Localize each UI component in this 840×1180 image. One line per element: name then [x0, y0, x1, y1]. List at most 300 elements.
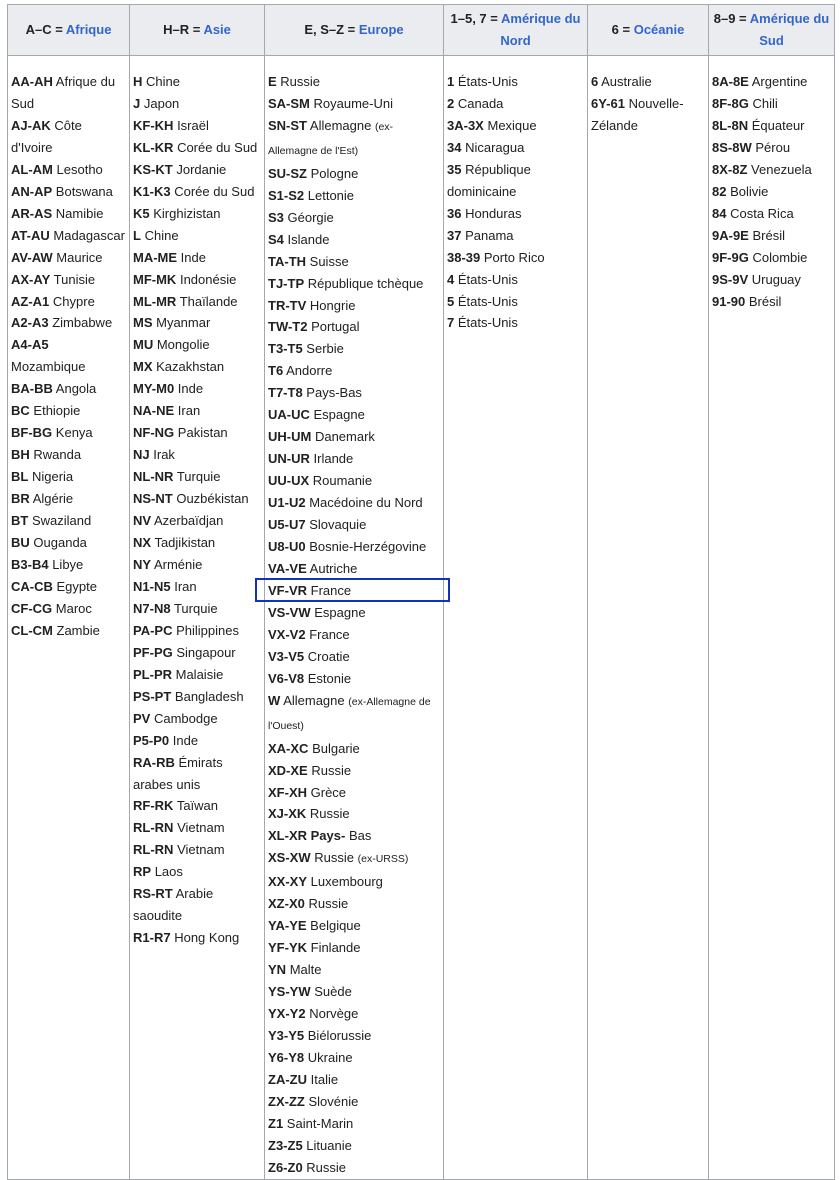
country-name: Turquie	[176, 469, 221, 485]
wmi-code: MF-MK	[133, 271, 177, 287]
list-item	[11, 488, 126, 510]
list-item	[268, 915, 440, 937]
country-name: Taïwan	[176, 798, 219, 814]
wmi-code: S1-S2	[268, 187, 305, 203]
list-item	[11, 576, 126, 598]
country-name: États-Unis	[457, 315, 518, 331]
wmi-code: VF-VR	[268, 582, 307, 598]
country-name: Ukraine	[307, 1049, 353, 1065]
wmi-code: VA-VE	[268, 560, 307, 576]
wmi-code: J	[133, 95, 141, 111]
list-item	[133, 93, 261, 115]
country-name: Estonie	[307, 670, 352, 686]
list-item	[268, 360, 440, 382]
country-name: Lettonie	[307, 187, 355, 203]
country-name: Espagne	[313, 407, 365, 423]
list-item	[268, 668, 440, 690]
list-item	[268, 71, 440, 93]
wmi-code: BH	[11, 447, 30, 463]
list-item	[268, 1069, 440, 1091]
country-name: Belgique	[310, 918, 361, 934]
wmi-code: H	[133, 74, 143, 89]
wmi-code: XX-XY	[268, 874, 308, 890]
wmi-code: AT-AU	[11, 227, 50, 243]
list-item	[133, 883, 261, 927]
country-name: États-Unis	[457, 271, 518, 287]
list-item	[133, 488, 261, 510]
country-name: Cambodge	[153, 710, 218, 726]
country-name: Inde	[177, 381, 204, 397]
list-item	[712, 291, 831, 313]
list-item	[133, 203, 261, 225]
country-name: Royaume-Uni	[313, 95, 393, 111]
list-item	[268, 1113, 440, 1135]
list-item	[11, 247, 126, 269]
country-name: Islande	[287, 231, 330, 247]
list-item	[133, 642, 261, 664]
list-item	[133, 598, 261, 620]
country-name: Norvège	[309, 1006, 359, 1022]
wmi-code: 9F-9G	[712, 249, 749, 265]
country-name: Namibie	[55, 205, 104, 221]
list-item	[133, 356, 261, 378]
list-item	[133, 730, 261, 752]
list-item	[133, 312, 261, 334]
list-item	[268, 115, 440, 163]
list-item	[268, 602, 440, 624]
country-name: Libye	[52, 556, 84, 572]
list-item	[712, 137, 831, 159]
list-item	[268, 470, 440, 492]
wmi-code: AR-AS	[11, 205, 53, 221]
country-name: Finlande	[310, 940, 361, 956]
country-name: Macédoine du Nord	[309, 495, 423, 511]
country-name: Mongolie	[156, 337, 210, 353]
list-item	[133, 71, 261, 93]
wmi-code: U5-U7	[268, 517, 306, 533]
wmi-code: CF-CG	[11, 600, 53, 616]
country-name: Ouzbékistan	[176, 491, 249, 507]
country-name: Russie	[280, 74, 321, 89]
wmi-code: W	[268, 692, 281, 708]
wmi-code: MX	[133, 359, 153, 375]
wmi-code: RA-RB	[133, 754, 175, 770]
country-name: Slovaquie	[309, 517, 367, 533]
wmi-code: KF-KH	[133, 117, 174, 133]
country-name: Corée du Sud	[174, 183, 255, 199]
list-item	[268, 404, 440, 426]
list-item	[268, 1003, 440, 1025]
country-name: Allemagne	[283, 692, 345, 708]
header-prefix: E, S–Z =	[304, 22, 359, 37]
header-prefix: H–R =	[163, 22, 204, 37]
wmi-code: S3	[268, 209, 284, 225]
asia-link[interactable]: Asie	[203, 22, 231, 37]
wmi-code: P5-P0	[133, 732, 170, 748]
country-name: Pologne	[310, 165, 359, 181]
country-name: Canada	[457, 95, 504, 111]
list-item	[712, 225, 831, 247]
country-name: Russie	[306, 1159, 347, 1175]
wmi-code: 2	[447, 95, 455, 111]
country-name: Espagne	[314, 604, 366, 620]
country-name: Allemagne	[309, 117, 372, 133]
list-item	[11, 378, 126, 400]
wmi-code: BU	[11, 535, 30, 551]
wmi-code: K1-K3	[133, 183, 171, 199]
column-oceania	[588, 56, 709, 1180]
wmi-code: SN-ST	[268, 117, 307, 133]
wmi-code: BF-BG	[11, 425, 53, 441]
country-name: Jordanie	[176, 161, 227, 177]
wmi-code: KS-KT	[133, 161, 173, 177]
country-name: Roumanie	[312, 473, 373, 489]
wmi-code: AA-AH	[11, 74, 53, 89]
list-item	[268, 338, 440, 360]
country-name: Vietnam	[177, 842, 225, 858]
wmi-code: SA-SM	[268, 95, 310, 111]
wmi-code: ZA-ZU	[268, 1071, 307, 1087]
list-item	[268, 273, 440, 295]
wmi-code: XL-XR	[268, 828, 307, 844]
country-name: Chypre	[52, 293, 95, 309]
wmi-code: 8X-8Z	[712, 161, 748, 177]
wmi-code: ML-MR	[133, 293, 177, 309]
wmi-code: E	[268, 74, 277, 89]
list-item	[268, 382, 440, 404]
country-name: France	[309, 626, 350, 642]
country-name: Hong Kong	[174, 930, 240, 946]
body-row	[8, 56, 835, 1180]
country-name: Arménie	[153, 556, 203, 572]
list-item	[712, 203, 831, 225]
list-item	[133, 159, 261, 181]
list-item	[591, 71, 705, 93]
wmi-code: Y6-Y8	[268, 1049, 305, 1065]
wmi-code: BR	[11, 491, 30, 507]
list-item	[133, 181, 261, 203]
country-name: Danemark	[314, 429, 375, 445]
list-item	[268, 185, 440, 207]
oceania-link[interactable]: Océanie	[633, 22, 685, 37]
country-name: Suisse	[309, 253, 349, 269]
country-name: Botswana	[55, 183, 113, 199]
wmi-code: 8L-8N	[712, 117, 749, 133]
wmi-code: 6Y-61	[591, 95, 625, 111]
country-note: (ex-URSS)	[357, 853, 409, 866]
wmi-code: U1-U2	[268, 495, 306, 511]
header-prefix: 6 =	[611, 22, 634, 37]
country-name: Rwanda	[33, 447, 82, 463]
list-item	[133, 510, 261, 532]
list-item-highlighted	[268, 580, 440, 602]
country-name: États-Unis	[457, 293, 518, 309]
wmi-code: AJ-AK	[11, 117, 51, 133]
country-name: Nigeria	[31, 469, 74, 485]
list-item	[133, 861, 261, 883]
country-name: Turquie	[173, 600, 218, 616]
wmi-code: 82	[712, 183, 727, 199]
wmi-code: 8S-8W	[712, 139, 752, 155]
country-name: Porto Rico	[483, 249, 545, 265]
wmi-code: B3-B4	[11, 556, 49, 572]
header-asia	[130, 5, 265, 56]
wmi-code: 37	[447, 227, 462, 243]
list-item	[133, 708, 261, 730]
country-name: Corée du Sud	[177, 139, 258, 155]
wmi-code: 1	[447, 74, 455, 89]
country-name: Chili	[752, 95, 778, 111]
wmi-code: NV	[133, 513, 152, 529]
country-name: Bosnie-Herzégovine	[309, 539, 427, 555]
country-name: Singapour	[176, 644, 236, 660]
country-name: Géorgie	[287, 209, 334, 225]
list-item	[268, 937, 440, 959]
country-name: Thaïlande	[179, 293, 238, 309]
wmi-code: 9S-9V	[712, 271, 749, 287]
list-item	[133, 620, 261, 642]
wmi-code: 91-90	[712, 293, 746, 309]
column-asia	[130, 56, 265, 1180]
country-name: République tchèque	[307, 275, 424, 291]
country-name: Argentine	[751, 74, 808, 89]
header-south-america	[709, 5, 835, 56]
wmi-code: 4	[447, 271, 455, 287]
country-name: Pérou	[755, 139, 791, 155]
wmi-code: V6-V8	[268, 670, 305, 686]
wmi-code: MS	[133, 315, 153, 331]
list-item	[268, 426, 440, 448]
wmi-code: 34	[447, 139, 462, 155]
country-name: Uruguay	[751, 271, 801, 287]
country-name: Chine	[144, 227, 179, 243]
list-item	[11, 400, 126, 422]
country-name: Laos	[154, 864, 183, 880]
country-name: Pakistan	[177, 425, 228, 441]
list-item	[268, 163, 440, 185]
list-item	[11, 269, 126, 291]
wmi-code: XA-XC	[268, 740, 309, 756]
list-item	[447, 225, 584, 247]
wmi-code: NJ	[133, 447, 150, 463]
list-item	[268, 646, 440, 668]
list-item	[268, 1025, 440, 1047]
list-item	[133, 115, 261, 137]
wmi-code: 9A-9E	[712, 227, 749, 243]
country-name: Irlande	[313, 451, 354, 467]
country-name: Iran	[174, 578, 197, 594]
wmi-code: Z3-Z5	[268, 1137, 303, 1153]
country-name: Myanmar	[156, 315, 211, 331]
list-item	[133, 927, 261, 949]
country-name: Ethiopie	[33, 403, 81, 419]
wmi-code: 3A-3X	[447, 117, 484, 133]
list-item	[133, 247, 261, 269]
wmi-code: A2-A3	[11, 315, 49, 331]
country-name: Swaziland	[31, 513, 92, 529]
list-item	[447, 115, 584, 137]
country-name: Malte	[289, 962, 322, 978]
list-item	[447, 71, 584, 93]
list-item	[447, 247, 584, 269]
list-item	[133, 752, 261, 796]
list-item	[268, 624, 440, 646]
wmi-code: UN-UR	[268, 451, 310, 467]
wmi-code: XJ-XK	[268, 806, 307, 822]
list-item	[11, 444, 126, 466]
wmi-code: PF-PG	[133, 644, 173, 660]
wmi-code: KL-KR	[133, 139, 174, 155]
list-item	[11, 466, 126, 488]
list-item	[268, 847, 440, 871]
country-name: Zambie	[56, 622, 100, 638]
country-name: Émirats arabes unis	[133, 754, 223, 792]
wmi-code: PV	[133, 710, 151, 726]
list-item	[268, 1135, 440, 1157]
europe-link[interactable]: Europe	[358, 22, 404, 37]
country-name-part: Bas	[348, 828, 372, 844]
north-america-link[interactable]: Amérique du Nord	[500, 11, 581, 48]
list-item	[268, 959, 440, 981]
wmi-code: TA-TH	[268, 253, 307, 269]
wmi-code: NF-NG	[133, 425, 175, 441]
wmi-code: AL-AM	[11, 161, 53, 177]
wmi-code: Z6-Z0	[268, 1159, 303, 1175]
list-item	[268, 536, 440, 558]
wmi-code: U8-U0	[268, 539, 306, 555]
list-item	[447, 312, 584, 334]
list-item	[133, 795, 261, 817]
wmi-code: VX-V2	[268, 626, 306, 642]
wmi-code: YX-Y2	[268, 1006, 306, 1022]
list-item	[133, 269, 261, 291]
wmi-code: 6	[591, 74, 599, 89]
country-name: Brésil	[748, 293, 782, 309]
list-item	[133, 686, 261, 708]
country-name: Indonésie	[179, 271, 237, 287]
wmi-code: NS-NT	[133, 491, 173, 507]
column-africa	[8, 56, 130, 1180]
list-item	[447, 159, 584, 203]
wmi-code: ZX-ZZ	[268, 1093, 305, 1109]
country-name: Biélorussie	[307, 1027, 372, 1043]
wmi-region-table	[7, 4, 835, 1180]
country-name: Zimbabwe	[52, 315, 113, 331]
header-prefix: A–C =	[25, 22, 66, 37]
list-item	[268, 514, 440, 536]
country-name: Israël	[177, 117, 209, 133]
wmi-code: UH-UM	[268, 429, 312, 445]
wmi-code: AZ-A1	[11, 293, 50, 309]
list-item	[268, 825, 440, 847]
country-name: Kazakhstan	[156, 359, 225, 375]
list-item	[268, 93, 440, 115]
list-item	[133, 532, 261, 554]
wmi-code: VS-VW	[268, 604, 311, 620]
wmi-code: PA-PC	[133, 622, 173, 638]
wmi-code: RL-RN	[133, 842, 174, 858]
country-name: Malaisie	[175, 666, 224, 682]
list-item	[268, 207, 440, 229]
wmi-code: YF-YK	[268, 940, 307, 956]
country-name: Algérie	[32, 491, 74, 507]
country-name: Inde	[172, 732, 199, 748]
country-name: Philippines	[176, 622, 239, 638]
header-row	[8, 5, 835, 56]
wmi-code: 35	[447, 161, 462, 177]
list-item	[11, 510, 126, 532]
wmi-code: Z1	[268, 1115, 284, 1131]
wmi-code: N7-N8	[133, 600, 171, 616]
country-name: Autriche	[309, 560, 358, 576]
africa-link[interactable]: Afrique	[65, 22, 112, 37]
list-item	[268, 738, 440, 760]
list-item	[712, 93, 831, 115]
wmi-code: YS-YW	[268, 984, 311, 1000]
wmi-code: UU-UX	[268, 473, 310, 489]
country-name: Azerbaïdjan	[153, 513, 224, 529]
country-name: Kenya	[55, 425, 93, 441]
wmi-code: AN-AP	[11, 183, 53, 199]
wmi-code: BC	[11, 403, 30, 419]
country-name: Maroc	[55, 600, 92, 616]
country-name: Bulgarie	[312, 740, 360, 756]
country-name: Honduras	[465, 205, 522, 221]
country-name: Lituanie	[306, 1137, 352, 1153]
wmi-code: 36	[447, 205, 462, 221]
list-item	[591, 93, 705, 137]
wmi-code: Y3-Y5	[268, 1027, 305, 1043]
country-name: Russie	[308, 896, 349, 912]
country-name: Chine	[146, 74, 180, 89]
list-item	[268, 492, 440, 514]
country-name: Grèce	[310, 784, 347, 800]
column-europe	[265, 56, 444, 1180]
wmi-code: BL	[11, 469, 29, 485]
country-name: Tadjikistan	[154, 535, 216, 551]
country-name: Arabie saoudite	[133, 886, 214, 924]
wmi-code: SU-SZ	[268, 165, 307, 181]
country-name: Brésil	[752, 227, 785, 243]
country-name: Pays-	[310, 828, 346, 844]
list-item	[11, 334, 126, 378]
wmi-code: RF-RK	[133, 798, 174, 814]
list-item	[712, 247, 831, 269]
wmi-code: K5	[133, 205, 150, 221]
country-note: (ex-Allemagne de l'Est)	[268, 120, 394, 157]
wmi-code: TR-TV	[268, 297, 307, 313]
header-oceania	[588, 5, 709, 56]
country-name: Egypte	[56, 578, 97, 594]
wmi-code: 5	[447, 293, 455, 309]
header-europe	[265, 5, 444, 56]
wmi-code: RL-RN	[133, 820, 174, 836]
list-item	[712, 71, 831, 93]
list-item	[11, 598, 126, 620]
country-name: Afrique du Sud	[11, 74, 116, 111]
wmi-code: CA-CB	[11, 578, 53, 594]
country-name: Côte d'Ivoire	[11, 117, 82, 155]
wmi-code: BT	[11, 513, 29, 529]
wmi-code: MU	[133, 337, 154, 353]
country-name: Vietnam	[177, 820, 225, 836]
column-north-america	[444, 56, 588, 1180]
country-name: Angola	[55, 381, 97, 397]
south-america-link[interactable]: Amérique du Sud	[749, 11, 830, 48]
wmi-code: MY-M0	[133, 381, 175, 397]
wmi-code: N1-N5	[133, 578, 171, 594]
country-name: Hongrie	[309, 297, 356, 313]
